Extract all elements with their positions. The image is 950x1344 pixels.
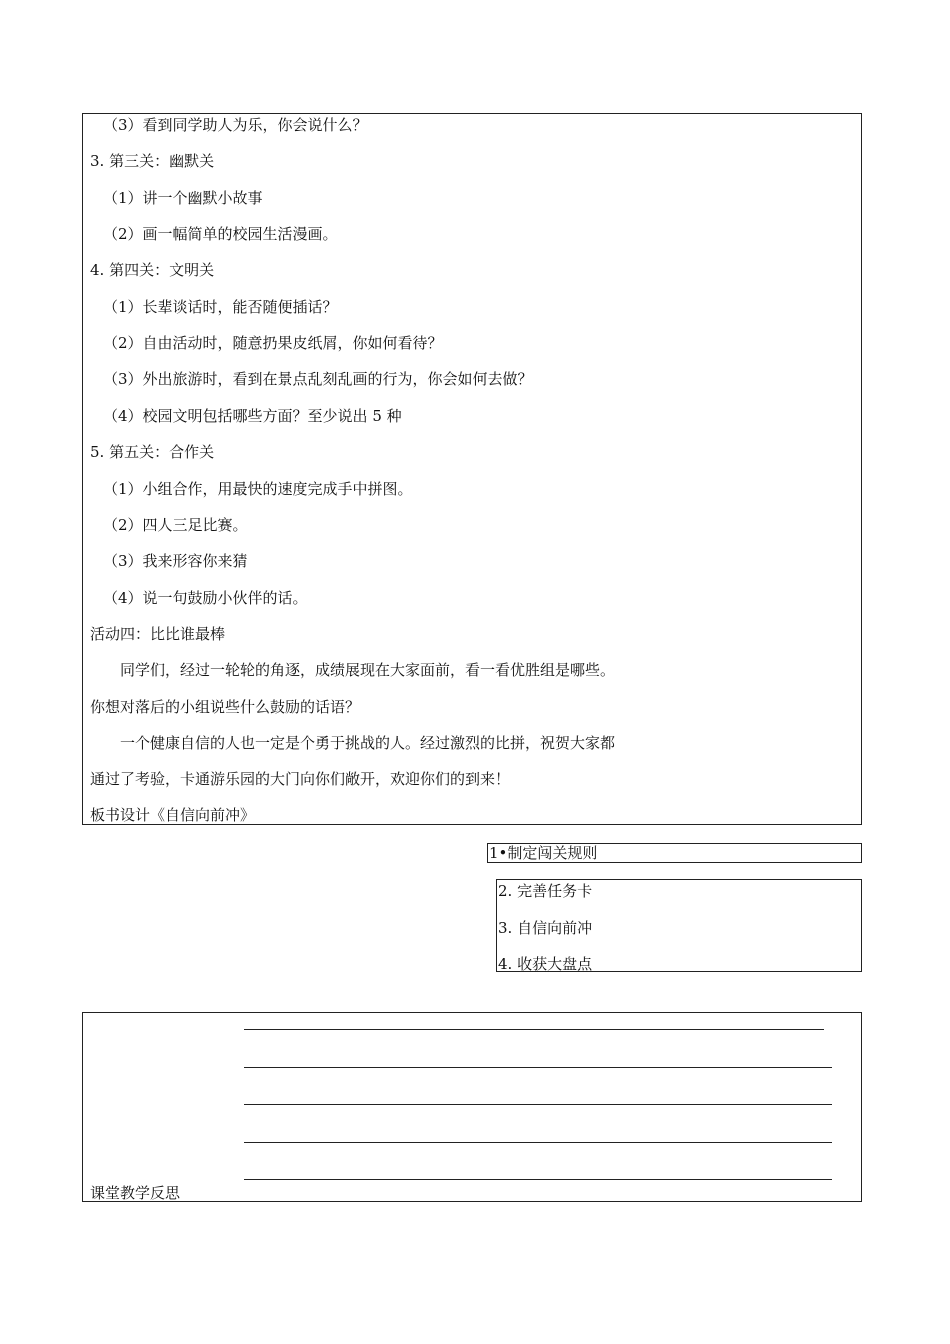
board-item-1: 1•制定闯关规则 xyxy=(489,844,598,862)
task-5-2: （2）四人三足比赛。 xyxy=(103,516,248,534)
task-5-1: （1）小组合作，用最快的速度完成手中拼图。 xyxy=(103,480,413,498)
level-5-heading: 5. 第五关：合作关 xyxy=(90,443,215,461)
question-4-4: （4）校园文明包括哪些方面？至少说出 5 种 xyxy=(103,407,402,425)
task-3-1: （1）讲一个幽默小故事 xyxy=(103,189,263,207)
board-item-4: 4. 收获大盘点 xyxy=(498,955,593,973)
reflection-line-4 xyxy=(244,1142,832,1143)
paragraph-2-line-2: 通过了考验，卡通游乐园的大门向你们敞开，欢迎你们的到来！ xyxy=(90,770,511,788)
reflection-line-5 xyxy=(244,1179,832,1180)
reflection-box xyxy=(82,1012,862,1202)
reflection-line-1 xyxy=(244,1029,824,1030)
board-design-title: 板书设计《自信向前冲》 xyxy=(90,806,256,824)
question-3-3: （3）看到同学助人为乐，你会说什么？ xyxy=(103,116,368,134)
board-item-3: 3. 自信向前冲 xyxy=(498,919,593,937)
reflection-line-3 xyxy=(244,1104,832,1105)
question-4-2: （2）自由活动时，随意扔果皮纸屑，你如何看待？ xyxy=(103,334,443,352)
question-4-3: （3）外出旅游时，看到在景点乱刻乱画的行为，你会如何去做？ xyxy=(103,370,533,388)
board-item-2: 2. 完善任务卡 xyxy=(498,882,593,900)
level-3-heading: 3. 第三关：幽默关 xyxy=(90,152,215,170)
question-4-1: （1）长辈谈话时，能否随便插话？ xyxy=(103,298,338,316)
paragraph-1-line-1: 同学们，经过一轮轮的角逐，成绩展现在大家面前，看一看优胜组是哪些。 xyxy=(120,661,616,679)
paragraph-2-line-1: 一个健康自信的人也一定是个勇于挑战的人。经过激烈的比拼，祝贺大家都 xyxy=(120,734,616,752)
level-4-heading: 4. 第四关：文明关 xyxy=(90,261,215,279)
main-content-box xyxy=(82,113,862,825)
reflection-label: 课堂教学反思 xyxy=(90,1184,181,1202)
task-5-4: （4）说一句鼓励小伙伴的话。 xyxy=(103,589,308,607)
activity-4-heading: 活动四：比比谁最棒 xyxy=(90,625,226,643)
reflection-line-2 xyxy=(244,1067,832,1068)
paragraph-1-line-2: 你想对落后的小组说些什么鼓励的话语？ xyxy=(90,698,361,716)
task-3-2: （2）画一幅简单的校园生活漫画。 xyxy=(103,225,338,243)
task-5-3: （3）我来形容你来猜 xyxy=(103,552,248,570)
